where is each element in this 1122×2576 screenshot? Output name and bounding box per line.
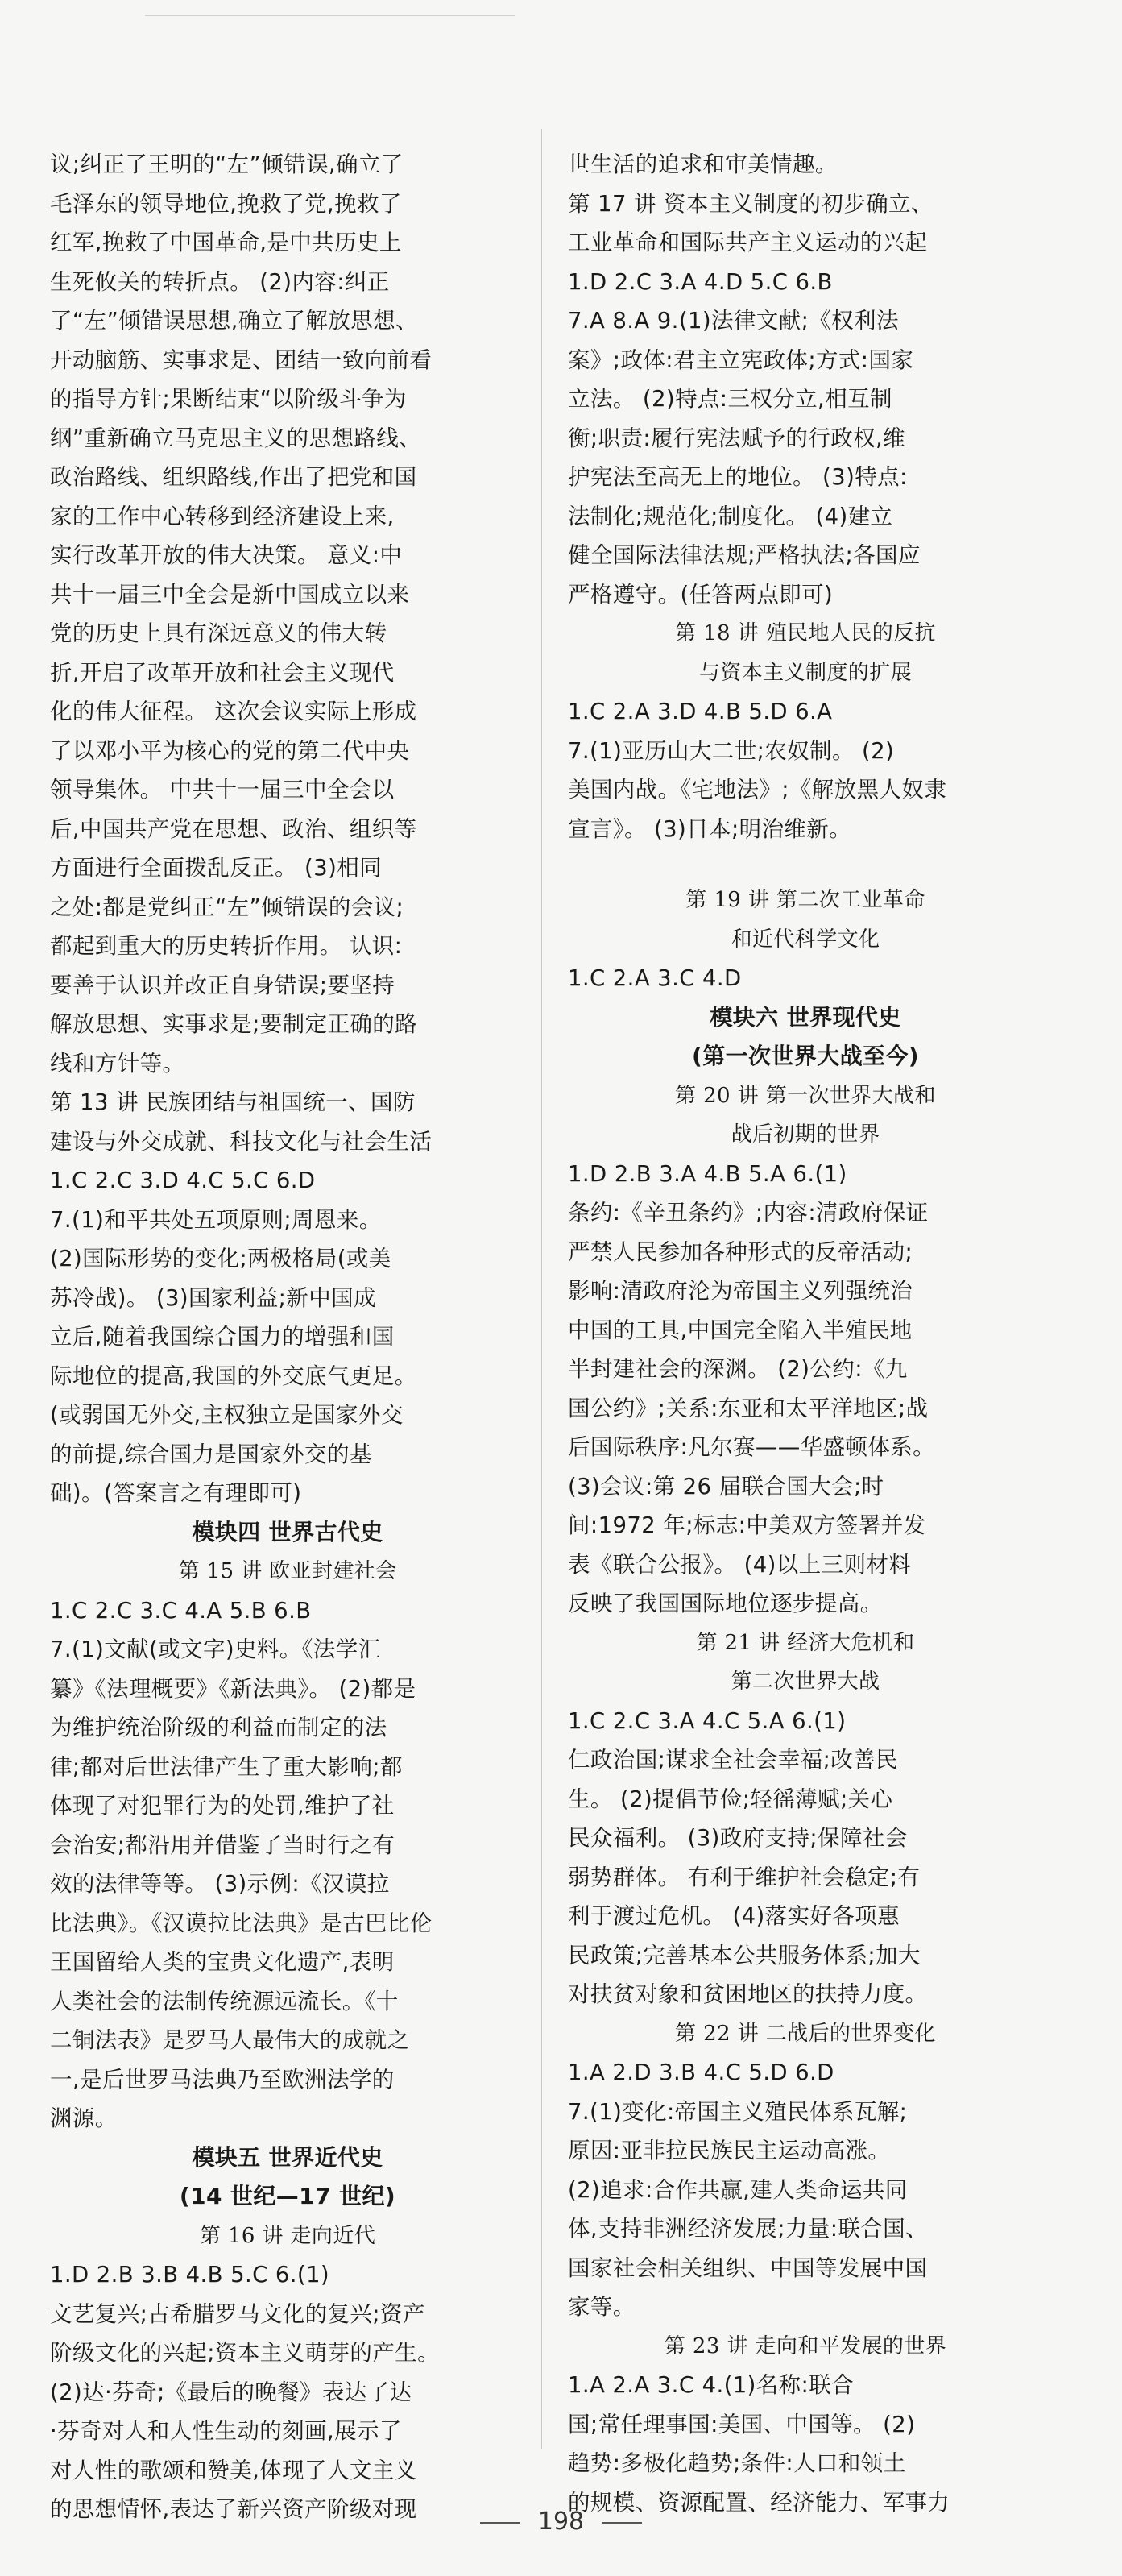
text-line: 原因:亚非拉民族民主运动高涨。 [568,2138,891,2163]
text-line: 之处:都是党纠正“左”倾错误的会议; [50,894,404,920]
text-line: 影响:清政府沦为帝国主义列强统治 [568,1278,913,1304]
text-line: 领导集体。 中共十一届三中全会以 [50,777,395,803]
text-line: (3)会议:第 26 届联合国大会;时 [568,1473,884,1500]
text-line: 政治路线、组织路线,作出了把党和国 [50,464,417,490]
text-line: 苏冷战)。 (3)国家利益;新中国成 [50,1284,376,1311]
text-line: 对扶贫对象和贫困地区的扶持力度。 [568,1981,928,2007]
text-line: 的规模、资源配置、经济能力、军事力 [568,2489,950,2516]
page-number: 198 [537,2508,585,2536]
text-line: 宣言》。 (3)日本;明治维新。 [568,815,852,842]
text-line: 律;都对后世法律产生了重大影响;都 [50,1753,403,1780]
text-line: 解放思想、实事求是;要制定正确的路 [50,1011,418,1037]
text-line: 线和方针等。 [50,1050,185,1076]
text-line: 健全国际法律法规;严格执法;各国应 [568,542,921,568]
text-line: 1.A 2.A 3.C 4.(1)名称:联合 [568,2372,855,2398]
text-line: 开动脑筋、实事求是、团结一致向前看 [50,346,433,373]
text-line: 半封建社会的深渊。 (2)公约:《九 [568,1356,908,1382]
section-heading: 和近代科学文化 [731,927,880,952]
text-line: 后,中国共产党在思想、政治、组织等 [50,815,417,842]
module-subheading: (第一次世界大战至今) [692,1043,919,1069]
section-heading: 第 22 讲 二战后的世界变化 [675,2021,936,2046]
text-line: 衡;职责:履行宪法赋予的行政权,维 [568,425,906,451]
text-line: 了以邓小平为核心的党的第二代中央 [50,737,410,764]
text-line: 7.(1)文献(或文字)史料。《法学汇 [50,1636,381,1662]
text-line: 生。 (2)提倡节俭;轻徭薄赋;关心 [568,1786,893,1812]
text-line: 的思想情怀,表达了新兴资产阶级对现 [50,2496,417,2522]
text-line: 工业革命和国际共产主义运动的兴起 [568,230,928,255]
text-line: 议;纠正了王明的“左”倾错误,确立了 [50,151,404,177]
text-line: 毛泽东的领导地位,挽救了党,挽救了 [50,190,402,217]
text-line: 条约:《辛丑条约》;内容:清政府保证 [568,1200,929,1226]
text-line: 1.C 2.A 3.D 4.B 5.D 6.A [568,699,833,724]
text-line: (2)达·芬奇;《最后的晚餐》表达了达 [50,2379,412,2405]
section-heading: 第 15 讲 欧亚封建社会 [178,1559,397,1583]
text-line: 王国留给人类的宝贵文化遗产,表明 [50,1949,395,1975]
text-line: 1.C 2.C 3.C 4.A 5.B 6.B [50,1597,312,1624]
page-footer [0,2506,1122,2538]
section-heading: 第 19 讲 第二次工业革命 [685,888,925,912]
text-line: 立后,随着我国综合国力的增强和国 [50,1324,395,1350]
text-line: 对人性的歌颂和赞美,体现了人文主义 [50,2457,417,2483]
text-line: 美国内战。《宅地法》;《解放黑人奴隶 [568,777,947,803]
text-line: 严禁人民参加各种形式的反帝活动; [568,1238,913,1265]
section-heading: 第 20 讲 第一次世界大战和 [675,1083,936,1108]
text-line: 利于渡过危机。 (4)落实好各项惠 [568,1903,900,1929]
text-line: 化的伟大征程。 这次会议实际上形成 [50,699,417,724]
section-heading: 与资本主义制度的扩展 [698,660,912,685]
text-line: 7.(1)变化:帝国主义殖民体系瓦解; [568,2098,908,2125]
text-line: 7.(1)和平共处五项原则;周恩来。 [50,1206,382,1233]
text-line: 红军,挽救了中国革命,是中共历史上 [50,230,402,255]
text-line: 后国际秩序:凡尔赛——华盛顿体系。 [568,1434,936,1460]
text-line: 二铜法表》是罗马人最伟大的成就之 [50,2027,410,2053]
text-line: 体,支持非洲经济发展;力量:联合国、 [568,2216,928,2242]
text-line: 1.D 2.B 3.A 4.B 5.A 6.(1) [568,1160,847,1187]
text-line: 实行改革开放的伟大决策。 意义:中 [50,542,403,568]
text-line: 纂》《法理概要》《新法典》。 (2)都是 [50,1675,416,1702]
footer-dash-right [602,2522,642,2524]
text-line: 建设与外交成就、科技文化与社会生活 [50,1128,433,1155]
text-line: 生死攸关的转折点。 (2)内容:纠正 [50,268,390,295]
text-line: 1.D 2.C 3.A 4.D 5.C 6.B [568,268,833,295]
text-line: 的指导方针;果断结束“以阶级斗争为 [50,386,407,412]
right-column [568,145,1043,2522]
text-line: 1.C 2.C 3.D 4.C 5.C 6.D [50,1168,316,1193]
text-line: 案》;政体:君主立宪政体;方式:国家 [568,346,914,373]
text-line: 1.C 2.C 3.A 4.C 5.A 6.(1) [568,1707,847,1734]
text-line: 法制化;规范化;制度化。 (4)建立 [568,503,893,529]
text-line: 际地位的提高,我国的外交底气更足。 [50,1363,417,1389]
module-heading: 模块四 世界古代史 [192,1518,383,1545]
text-line: 方面进行全面拨乱反正。 (3)相同 [50,855,382,881]
section-heading: 第 23 讲 走向和平发展的世界 [664,2333,947,2358]
text-line: 体现了对犯罪行为的处罚,维护了社 [50,1793,395,1819]
text-line: 第 17 讲 资本主义制度的初步确立、 [568,190,934,217]
text-line: 1.D 2.B 3.B 4.B 5.C 6.(1) [50,2262,330,2288]
text-line: 纲”重新确立马克思主义的思想路线、 [50,425,422,451]
text-line: 护宪法至高无上的地位。 (3)特点: [568,464,908,490]
text-line: 比法典》。《汉谟拉比法典》是古巴比伦 [50,1910,433,1936]
text-line: 民政策;完善基本公共服务体系;加大 [568,1942,921,1968]
text-line: (2)追求:合作共赢,建人类命运共同 [568,2176,908,2203]
module-heading: 模块六 世界现代史 [710,1003,901,1031]
text-line: 党的历史上具有深远意义的伟大转 [50,620,387,646]
text-line: 7.A 8.A 9.(1)法律文献;《权利法 [568,308,899,334]
text-line: 1.A 2.D 3.B 4.C 5.D 6.D [568,2060,834,2085]
text-line: 间:1972 年;标志:中美双方签署并发 [568,1512,926,1538]
column-divider [541,129,542,2449]
text-line: 1.C 2.A 3.C 4.D [568,965,742,991]
text-line: 民众福利。 (3)政府支持;保障社会 [568,1825,908,1851]
left-column [50,145,525,2529]
text-line: 家的工作中心转移到经济建设上来, [50,503,395,529]
text-line: 世生活的追求和审美情趣。 [568,151,838,177]
text-line: 为维护统治阶级的利益而制定的法 [50,1715,387,1740]
footer-dash-left [480,2522,520,2524]
text-line: 反映了我国国际地位逐步提高。 [568,1591,883,1616]
text-line: 础)。(答案言之有理即可) [50,1480,302,1506]
text-line: 表《联合公报》。 (4)以上三则材料 [568,1551,912,1578]
module-heading: 模块五 世界近代史 [192,2143,383,2171]
text-line: 共十一届三中全会是新中国成立以来 [50,581,410,608]
text-line: 人类社会的法制传统源远流长。《十 [50,1988,399,2014]
text-line: 第 13 讲 民族团结与祖国统一、国防 [50,1089,416,1115]
section-heading: 第 21 讲 经济大危机和 [696,1630,915,1655]
text-line: (2)国际形势的变化;两极格局(或美 [50,1246,391,1271]
text-line: 会治安;都沿用并借鉴了当时行之有 [50,1831,395,1858]
text-line: (或弱国无外交,主权独立是国家外交 [50,1402,404,1428]
text-line: 阶级文化的兴起;资本主义萌芽的产生。 [50,2340,440,2366]
text-line: 立法。 (2)特点:三权分立,相互制 [568,386,892,412]
module-subheading: (14 世纪—17 世纪) [179,2183,396,2209]
section-heading: 第 18 讲 殖民地人民的反抗 [675,621,936,645]
blank-line [568,848,1043,881]
text-line: 仁政治国;谋求全社会幸福;改善民 [568,1747,898,1773]
text-line: 渊源。 [50,2105,118,2131]
text-line: 严格遵守。(任答两点即可) [568,581,834,608]
text-line: 趋势:多极化趋势;条件:人口和领土 [568,2450,906,2476]
text-line: 国公约》;关系:东亚和太平洋地区;战 [568,1395,929,1421]
text-line: 国;常任理事国:美国、中国等。 (2) [568,2411,916,2437]
text-line: 中国的工具,中国完全陷入半殖民地 [568,1317,913,1343]
text-line: 家等。 [568,2294,636,2320]
text-line: ·芬奇对人和人性生动的刻画,展示了 [50,2418,402,2444]
section-heading: 第二次世界大战 [731,1670,880,1694]
text-line: 效的法律等等。 (3)示例:《汉谟拉 [50,1871,390,1897]
text-line: 折,开启了改革开放和社会主义现代 [50,659,395,686]
text-line: 7.(1)亚历山大二世;农奴制。 (2) [568,737,895,764]
text-line: 都起到重大的历史转折作用。 认识: [50,933,403,959]
text-line: 一,是后世罗马法典乃至欧洲法学的 [50,2066,395,2093]
section-heading: 战后初期的世界 [731,1122,880,1147]
text-line: 了“左”倾错误思想,确立了解放思想、 [50,308,418,334]
text-line: 弱势群体。 有利于维护社会稳定;有 [568,1864,921,1890]
text-line: 国家社会相关组织、中国等发展中国 [568,2255,928,2281]
text-line: 的前提,综合国力是国家外交的基 [50,1441,372,1467]
text-line: 要善于认识并改正自身错误;要坚持 [50,972,395,998]
section-heading: 第 16 讲 走向近代 [199,2223,376,2248]
text-line: 文艺复兴;古希腊罗马文化的复兴;资产 [50,2300,425,2327]
top-rule [145,15,515,16]
